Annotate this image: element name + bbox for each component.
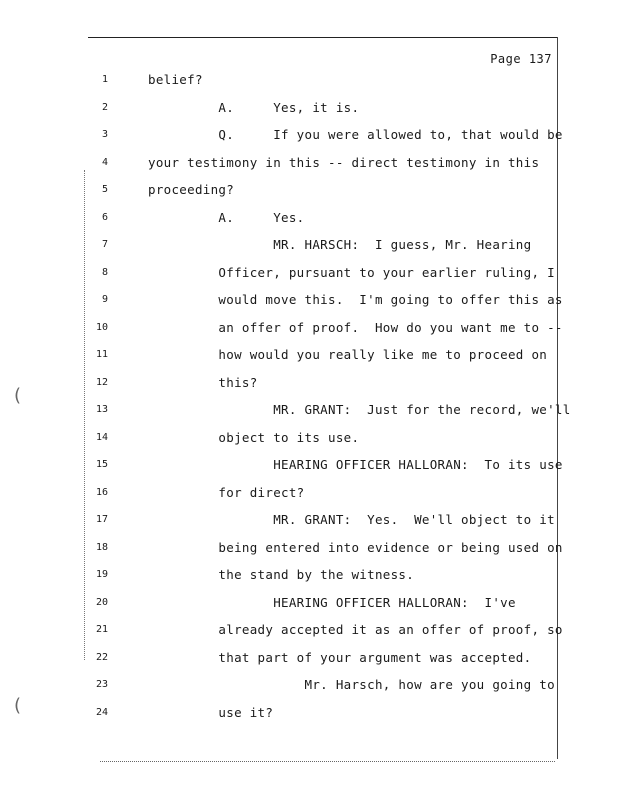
transcript-line [0,153,618,181]
transcript-line [0,428,618,456]
transcript-line [0,180,618,208]
transcript-line [0,455,618,483]
line-text: would move this. I'm going to offer this as [148,292,563,307]
line-text: already accepted it as an offer of proof, so [148,622,563,637]
transcript-line [0,345,618,373]
line-number: 5 [101,184,108,195]
line-number: 18 [95,541,108,553]
line-text: that part of your argument was accepted. [148,649,532,665]
line-number: 12 [95,376,108,388]
line-number: 11 [95,349,108,360]
line-text: MR. HARSCH: I guess, Mr. Hearing [148,237,532,252]
transcript-line [0,373,618,401]
line-text: A. Yes, it is. [148,99,360,115]
transcript-line [0,98,618,126]
transcript-line [0,290,618,318]
line-number: 22 [95,651,108,663]
transcript-line [0,125,618,153]
transcript-line [0,620,618,648]
line-number: 13 [95,404,108,415]
line-number: 15 [95,459,108,470]
line-number: 24 [95,706,108,718]
line-text: belief? [148,72,203,87]
line-text: Mr. Harsch, how are you going to [148,677,555,692]
page-frame-top [88,37,558,38]
line-number: 8 [101,266,108,278]
transcript-line [0,208,618,236]
line-text: proceeding? [148,182,235,197]
line-number: 4 [101,156,108,168]
line-number: 17 [95,514,108,525]
line-text: this? [148,374,258,390]
transcript-line [0,648,618,676]
line-text: for direct? [148,484,305,500]
transcript-line [0,318,618,346]
line-text: Q. If you were allowed to, that would be [148,127,563,142]
line-number: 14 [95,431,108,443]
scan-artifact-mark: ( [14,385,22,406]
page-frame-bottom [100,761,555,762]
line-number: 20 [95,596,108,608]
transcript-line [0,510,618,538]
line-text: an offer of proof. How do you want me to -- [148,319,563,335]
scan-artifact-mark: ( [14,695,22,716]
line-number: 10 [95,321,108,333]
line-number: 23 [95,679,108,690]
line-text: how would you really like me to proceed on [148,347,548,362]
line-text: HEARING OFFICER HALLORAN: I've [148,594,516,610]
line-number: 3 [101,129,108,140]
line-text: HEARING OFFICER HALLORAN: To its use [148,457,563,472]
line-text: object to its use. [148,429,360,445]
transcript-line [0,263,618,291]
line-number: 9 [101,294,108,305]
transcript-line [0,70,618,98]
line-number: 16 [95,486,108,498]
line-text: being entered into evidence or being used on [148,539,563,555]
line-number: 1 [101,74,108,85]
transcript-line [0,483,618,511]
transcript-line [0,593,618,621]
line-number: 21 [95,624,108,635]
transcript-line [0,565,618,593]
line-text: MR. GRANT: Just for the record, we'll [148,402,571,417]
transcript-line [0,538,618,566]
line-number: 2 [101,101,108,113]
transcript-line [0,703,618,731]
transcript-lines [0,70,618,730]
page-number: Page 137 [490,52,552,66]
line-number: 7 [101,239,108,250]
line-text: use it? [148,704,274,720]
line-text: A. Yes. [148,209,305,225]
line-number: 19 [95,569,108,580]
transcript-line [0,675,618,703]
transcript-line [0,235,618,263]
transcript-line [0,400,618,428]
line-text: Officer, pursuant to your earlier ruling, I [148,264,555,280]
line-text: your testimony in this -- direct testimony in this [148,154,540,170]
line-text: the stand by the witness. [148,567,415,582]
line-number: 6 [101,211,108,223]
line-text: MR. GRANT: Yes. We'll object to it [148,512,555,527]
